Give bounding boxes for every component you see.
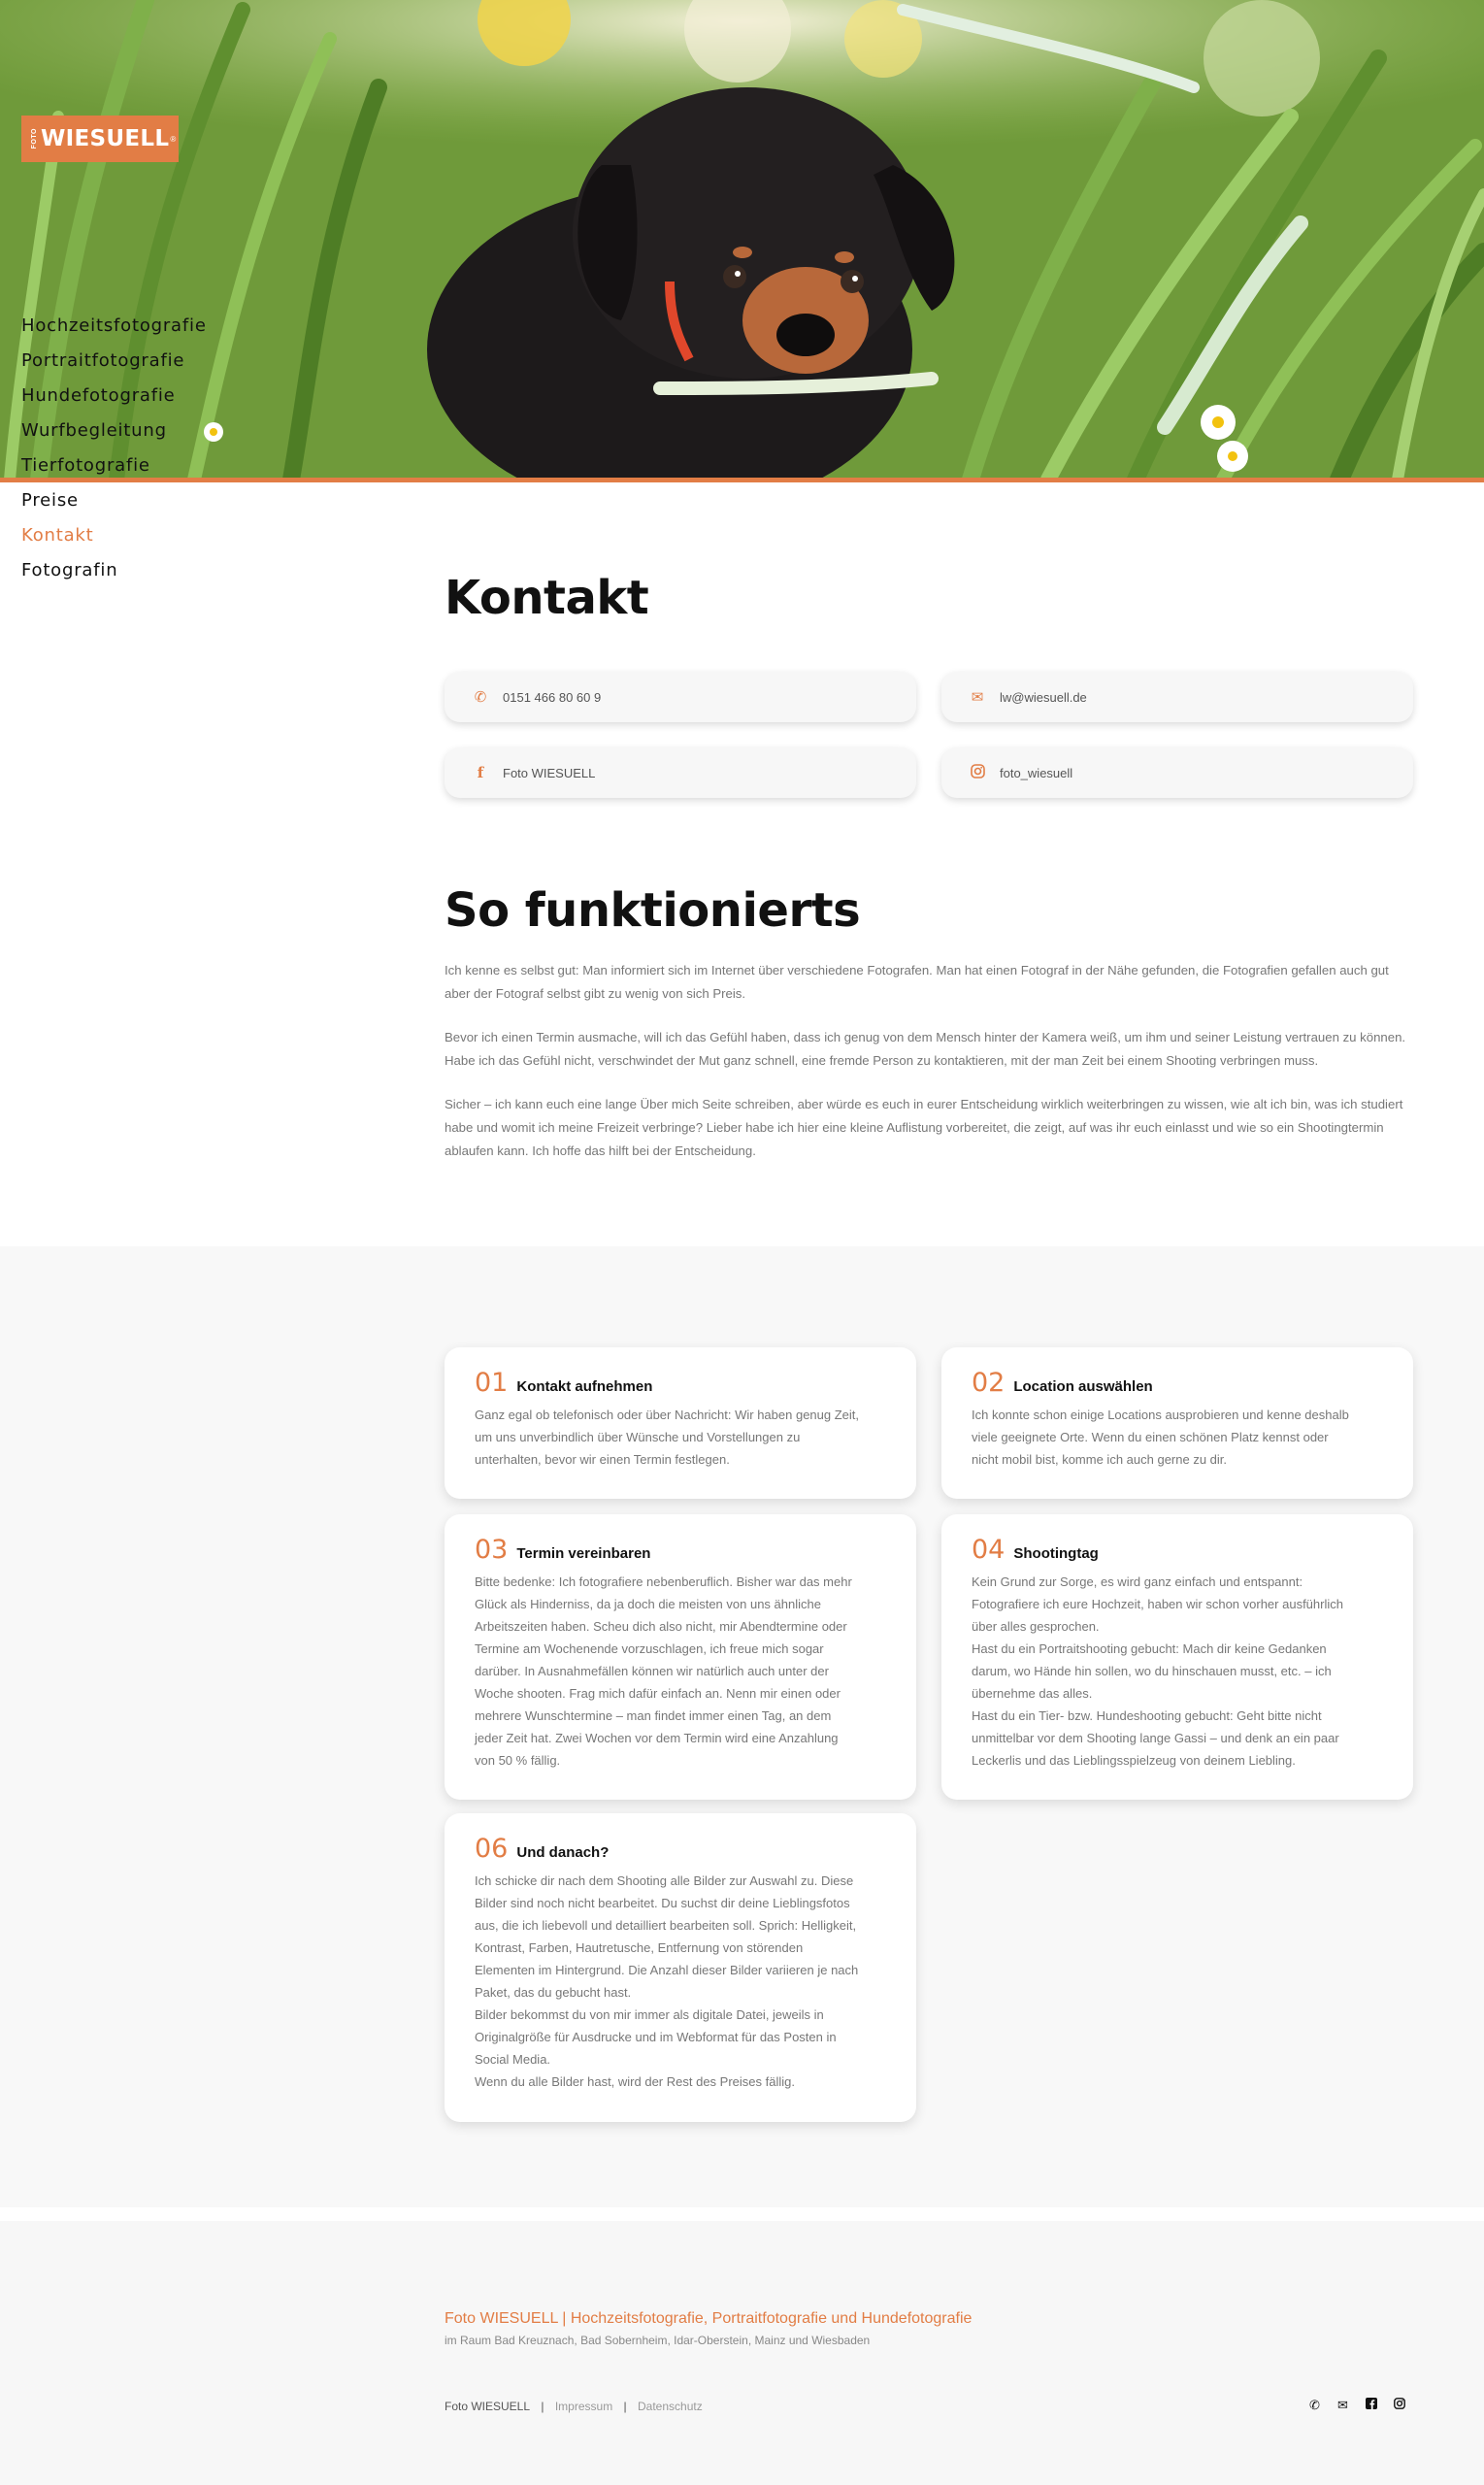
step-line: Elementen im Hintergrund. Die Anzahl dieser Bilder variieren je nach [475, 1963, 859, 1977]
logo-small-text: FOTO [31, 128, 38, 149]
footer-subtitle: im Raum Bad Kreuznach, Bad Sobernheim, Idar-Oberstein, Mainz und Wiesbaden [445, 2334, 871, 2347]
instagram-icon [967, 764, 988, 782]
nav-item-tierfotografie[interactable]: Tierfotografie [21, 455, 150, 476]
step-line: Kein Grund zur Sorge, es wird ganz einfach und entspannt: [972, 1574, 1303, 1589]
step-card-06 [445, 1813, 916, 2122]
hero-divider-line [0, 478, 1484, 482]
footer-separator: | [541, 2400, 544, 2413]
footer-social-icons [1301, 2398, 1413, 2413]
step-line: Woche shooten. Frag mich dafür einfach an. Nenn mir einen oder [475, 1686, 841, 1701]
step-line: um uns unverbindlich über Wünsche und Vorstellungen zu [475, 1430, 801, 1444]
step-card-02 [941, 1347, 1413, 1499]
datenschutz-link[interactable]: Datenschutz [638, 2400, 703, 2413]
step-line: Arbeitszeiten haben. Scheu dich also nicht, mir Abendtermine oder [475, 1619, 847, 1634]
hero-image [0, 0, 1484, 480]
footer-links [445, 2400, 710, 2413]
step-line: unmittelbar vor dem Shooting lange Gassi – und denk an ein paar [972, 1731, 1339, 1745]
step-line: darum, wo Hände hin sollen, wo du hinschauen musst, etc. – ich [972, 1664, 1332, 1678]
step-number: 01 [475, 1368, 509, 1398]
nav-item-portraitfotografie[interactable]: Portraitfotografie [21, 350, 185, 371]
intro-paragraph: Ich kenne es selbst gut: Man informiert sich im Internet über verschiedene Fotografen. Man hat einen Fotograf in der Nähe gefunden, die Fotografien gefallen auch gut aber der Fotograf selbst gibt zu wenig von sich Preis. [445, 963, 1389, 1001]
email-address: lw@wiesuell.de [1000, 689, 1087, 705]
facebook-name: Foto WIESUELL [503, 765, 596, 780]
step-line: Glück als Hinderniss, da ja doch die meisten von uns ähnliche [475, 1597, 821, 1611]
footer-brand: Foto WIESUELL [445, 2400, 531, 2413]
step-line: Leckerlis und das Lieblingsspielzeug von deinem Liebling. [972, 1753, 1296, 1768]
step-line: mehrere Wunschtermine – man findet immer einen Tag, an dem [475, 1708, 832, 1723]
step-line: Bitte bedenke: Ich fotografiere nebenberuflich. Bisher war das mehr [475, 1574, 852, 1589]
impressum-link[interactable]: Impressum [554, 2400, 613, 2413]
intro-paragraph: Sicher – ich kann euch eine lange Über mich Seite schreiben, aber würde es euch in eurer Entscheidung wirklich weiterbringen zu wissen, wie alt ich bin, was ich studiert habe und womit ich meine Freizeit verbringe? Lieber habe ich hier eine kleine Auflistung vorbereitet, die zeigt, auf was ihr euch einlasst und wie so ein Shootingtermin ablaufen kann. Ich hoffe das hilft bei der Entscheidung. [445, 1097, 1403, 1158]
main-navigation [21, 313, 207, 592]
nav-item-hundefotografie[interactable]: Hundefotografie [21, 385, 176, 406]
nav-item-fotografin[interactable]: Fotografin [21, 560, 118, 580]
envelope-icon: ✉ [971, 689, 984, 706]
step-line: Fotografiere ich eure Hochzeit, haben wir schon vorher ausführlich [972, 1597, 1343, 1611]
phone-icon[interactable]: ✆ [1309, 2398, 1320, 2412]
nav-item-preise[interactable]: Preise [21, 490, 79, 511]
step-line: Bilder sind noch nicht bearbeitet. Du suchst dir deine Lieblingsfotos [475, 1896, 850, 1910]
instagram-handle: foto_wiesuell [1000, 765, 1073, 780]
footer-title: Foto WIESUELL | Hochzeitsfotografie, Portraitfotografie und Hundefotografie [445, 2310, 973, 2327]
instagram-card[interactable] [941, 747, 1413, 798]
step-line: von 50 % fällig. [475, 1753, 561, 1768]
step-line: Ganz egal ob telefonisch oder über Nachricht: Wir haben genug Zeit, [475, 1408, 860, 1422]
step-text [972, 1571, 1384, 1772]
hero-puppy-illustration [0, 0, 1484, 480]
step-line: jeder Zeit hat. Zwei Wochen vor dem Termin wird eine Anzahlung [475, 1731, 839, 1745]
step-number: 03 [475, 1535, 509, 1565]
step-line: aus, die ich liebevoll und detailliert bearbeiten soll. Sprich: Helligkeit, [475, 1918, 857, 1933]
step-title: Und danach? [516, 1844, 610, 1861]
logo[interactable] [21, 116, 179, 162]
step-line: Ich konnte schon einige Locations ausprobieren und kenne deshalb [972, 1408, 1349, 1422]
step-number: 02 [972, 1368, 1006, 1398]
step-title: Location auswählen [1013, 1378, 1153, 1395]
footer [0, 2221, 1484, 2485]
step-text [475, 1870, 887, 2093]
step-card-01 [445, 1347, 916, 1499]
instagram-icon[interactable] [1385, 2398, 1413, 2413]
phone-card[interactable] [445, 672, 916, 722]
phone-number: 0151 466 80 60 9 [503, 689, 602, 705]
step-line: unterhalten, bevor wir einen Termin festlegen. [475, 1452, 730, 1467]
step-card-04 [941, 1514, 1413, 1800]
step-text [475, 1571, 887, 1772]
phone-icon: ✆ [474, 689, 487, 706]
step-title: Shootingtag [1013, 1545, 1099, 1562]
envelope-icon[interactable]: ✉ [1337, 2398, 1348, 2412]
nav-item-hochzeitsfotografie[interactable]: Hochzeitsfotografie [21, 315, 207, 336]
step-text [475, 1404, 887, 1471]
step-line: Bilder bekommst du von mir immer als digitale Datei, jeweils in [475, 2007, 824, 2022]
intro-text [445, 959, 1415, 1183]
logo-registered-mark: ® [170, 134, 177, 144]
step-line: Termine am Wochenende vorzuschlagen, ich freue mich sogar [475, 1641, 824, 1656]
step-title: Kontakt aufnehmen [516, 1378, 653, 1395]
step-line: darüber. In Ausnahmefällen können wir natürlich auch unter der [475, 1664, 829, 1678]
step-number: 04 [972, 1535, 1006, 1565]
step-line: Hast du ein Tier- bzw. Hundeshooting gebucht: Geht bitte nicht [972, 1708, 1322, 1723]
step-line: Ich schicke dir nach dem Shooting alle Bilder zur Auswahl zu. Diese [475, 1873, 854, 1888]
nav-item-kontakt[interactable]: Kontakt [21, 525, 94, 546]
facebook-icon[interactable] [1357, 2398, 1385, 2413]
email-card[interactable] [941, 672, 1413, 722]
facebook-card[interactable] [445, 747, 916, 798]
page-title: Kontakt [445, 571, 649, 625]
facebook-icon: f [477, 764, 484, 781]
nav-item-wurfbegleitung[interactable]: Wurfbegleitung [21, 420, 167, 441]
footer-separator: | [623, 2400, 627, 2413]
step-line: Hast du ein Portraitshooting gebucht: Mach dir keine Gedanken [972, 1641, 1327, 1656]
step-card-03 [445, 1514, 916, 1800]
step-line: Originalgröße für Ausdrucke und im Webformat für das Posten in [475, 2030, 837, 2044]
step-line: Paket, das du gebucht hast. [475, 1985, 632, 2000]
step-number: 06 [475, 1834, 509, 1864]
step-title: Termin vereinbaren [516, 1545, 651, 1562]
step-line: viele geeignete Orte. Wenn du einen schönen Platz kennst oder [972, 1430, 1329, 1444]
step-text [972, 1404, 1384, 1471]
logo-text: WIESUELL [41, 126, 170, 151]
step-line: übernehme das alles. [972, 1686, 1093, 1701]
section-title-so-funktionierts: So funktionierts [445, 883, 861, 938]
step-line: nicht mobil bist, komme ich auch gerne zu dir. [972, 1452, 1228, 1467]
step-line: über alles gesprochen. [972, 1619, 1100, 1634]
step-line: Social Media. [475, 2052, 551, 2067]
step-line: Kontrast, Farben, Hautretusche, Entfernung von störenden [475, 1940, 804, 1955]
intro-paragraph: Bevor ich einen Termin ausmache, will ich das Gefühl haben, dass ich genug von dem Mensch hinter der Kamera weiß, um ihm und seiner Leistung vertrauen zu können. Habe ich das Gefühl nicht, verschwindet der Mut ganz schnell, eine fremde Person zu kontaktieren, mit der man Zeit bei einem Shooting verbringen muss. [445, 1030, 1406, 1068]
step-line: Wenn du alle Bilder hast, wird der Rest des Preises fällig. [475, 2074, 795, 2089]
